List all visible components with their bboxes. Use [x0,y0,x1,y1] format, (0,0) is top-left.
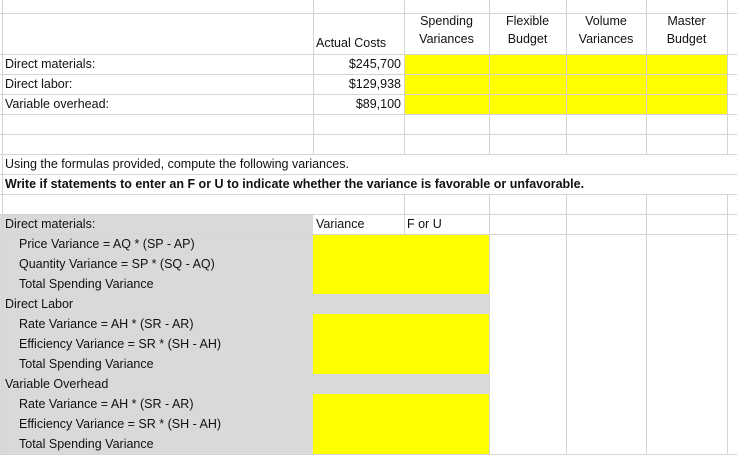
header-spending-line2: Variances [419,32,474,46]
dm-quantity-variance-label[interactable]: Quantity Variance = SP * (SQ - AQ) [19,257,215,271]
dl-rate-variance-label[interactable]: Rate Variance = AH * (SR - AR) [19,317,194,331]
voh-total-spending-label[interactable]: Total Spending Variance [19,437,154,451]
actual-direct-labor[interactable]: $129,938 [348,77,401,91]
column-header-variance[interactable]: Variance [316,217,365,231]
voh-rate-variance-label[interactable]: Rate Variance = AH * (SR - AR) [19,397,194,411]
row-label-variable-overhead[interactable]: Variable overhead: [5,97,110,111]
section-title-direct-materials[interactable]: Direct materials: [5,217,96,231]
dm-price-variance-label[interactable]: Price Variance = AQ * (SP - AP) [19,237,195,251]
header-volume-line1: Volume [585,14,627,28]
header-spending-line1: Spending [420,14,473,28]
instruction-line-1[interactable]: Using the formulas provided, compute the following variances. [5,157,349,171]
row-label-direct-labor[interactable]: Direct labor: [5,77,73,91]
header-volume-variances [566,12,646,48]
section-title-variable-overhead[interactable]: Variable Overhead [5,377,109,391]
voh-input-range[interactable] [313,394,489,454]
dm-total-spending-label[interactable]: Total Spending Variance [19,277,154,291]
column-header-f-or-u[interactable]: F or U [407,217,442,231]
dl-total-spending-label[interactable]: Total Spending Variance [19,357,154,371]
header-volume-line2: Variances [578,32,634,46]
voh-efficiency-variance-label[interactable]: Efficiency Variance = SR * (SH - AH) [19,417,222,431]
shaded-column-gap [313,294,489,314]
shaded-column-gap-2 [313,374,489,394]
dl-efficiency-variance-label[interactable]: Efficiency Variance = SR * (SH - AH) [19,337,222,351]
header-spending-variances [404,12,489,48]
header-flexible-line1: Flexible [505,14,550,28]
header-master-budget [646,12,727,48]
actual-variable-overhead[interactable]: $89,100 [355,97,401,111]
section-title-direct-labor[interactable]: Direct Labor [5,297,74,311]
instruction-line-2[interactable]: Write if statements to enter an F or U to indicate whether the variance is favorable or unfavorable. [5,177,585,191]
dl-input-range[interactable] [313,314,489,374]
header-master-line1: Master [667,14,706,28]
row-label-direct-materials[interactable]: Direct materials: [5,57,96,71]
actual-direct-materials[interactable]: $245,700 [348,57,401,71]
header-actual-costs: Actual Costs [316,36,387,50]
header-flexible-line2: Budget [507,32,548,46]
header-master-line2: Budget [666,32,707,46]
dm-input-range[interactable] [313,234,489,294]
header-flexible-budget [489,12,566,48]
